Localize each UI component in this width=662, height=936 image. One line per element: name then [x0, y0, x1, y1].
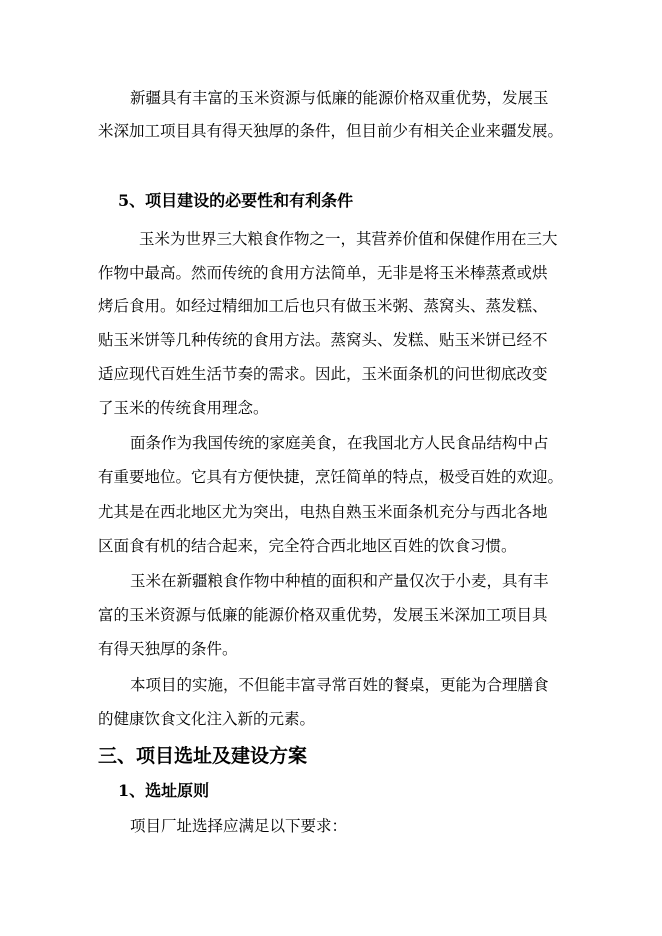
para2-line-1: 面条作为我国传统的家庭美食，在我国北方人民食品结构中占 — [130, 434, 549, 452]
para2-line-2: 有重要地位。它具有方便快捷，烹饪简单的特点，极受百姓的欢迎。 — [98, 468, 564, 486]
para1-line-6: 了玉米的传统食用理念。 — [98, 399, 269, 417]
para1-line-4: 贴玉米饼等几种传统的食用方法。蒸窝头、发糕、贴玉米饼已经不 — [98, 331, 548, 349]
para3-line-1: 玉米在新疆粮食作物中种植的面积和产量仅次于小麦，具有丰 — [130, 572, 549, 590]
para4-line-1: 本项目的实施，不但能丰富寻常百姓的餐桌，更能为合理膳食 — [130, 676, 549, 694]
para1-line-1: 玉米为世界三大粮食作物之一，其营养价值和保健作用在三大 — [139, 230, 558, 248]
para1-line-2: 作物中最高。然而传统的食用方法简单，无非是将玉米棒蒸煮或烘 — [98, 264, 548, 282]
para1-line-3: 烤后食用。如经过精细加工后也只有做玉米粥、蒸窝头、蒸发糕、 — [98, 297, 548, 315]
para1-line-5: 适应现代百姓生活节奏的需求。因此，玉米面条机的问世彻底改变 — [98, 365, 548, 383]
para3-line-2: 富的玉米资源与低廉的能源价格双重优势，发展玉米深加工项目具 — [98, 606, 548, 624]
site-requirement-text: 项目厂址选择应满足以下要求： — [130, 817, 348, 835]
intro-line-2: 米深加工项目具有得天独厚的条件，但目前少有相关企业来疆发展。 — [98, 122, 564, 140]
para3-line-3: 有得天独厚的条件。 — [98, 640, 238, 658]
intro-line-1: 新疆具有丰富的玉米资源与低廉的能源价格双重优势，发展玉 — [130, 89, 549, 107]
site-principle-heading: 1、选址原则 — [118, 781, 210, 800]
para4-line-2: 的健康饮食文化注入新的元素。 — [98, 710, 316, 728]
para2-line-3: 尤其是在西北地区尤为突出，电热自熟玉米面条机充分与西北各地 — [98, 503, 548, 521]
section-3-heading: 三、项目选址及建设方案 — [98, 745, 308, 767]
section-5-heading: 5、项目建设的必要性和有利条件 — [118, 191, 354, 210]
para2-line-4: 区面食有机的结合起来，完全符合西北地区百姓的饮食习惯。 — [98, 537, 517, 555]
